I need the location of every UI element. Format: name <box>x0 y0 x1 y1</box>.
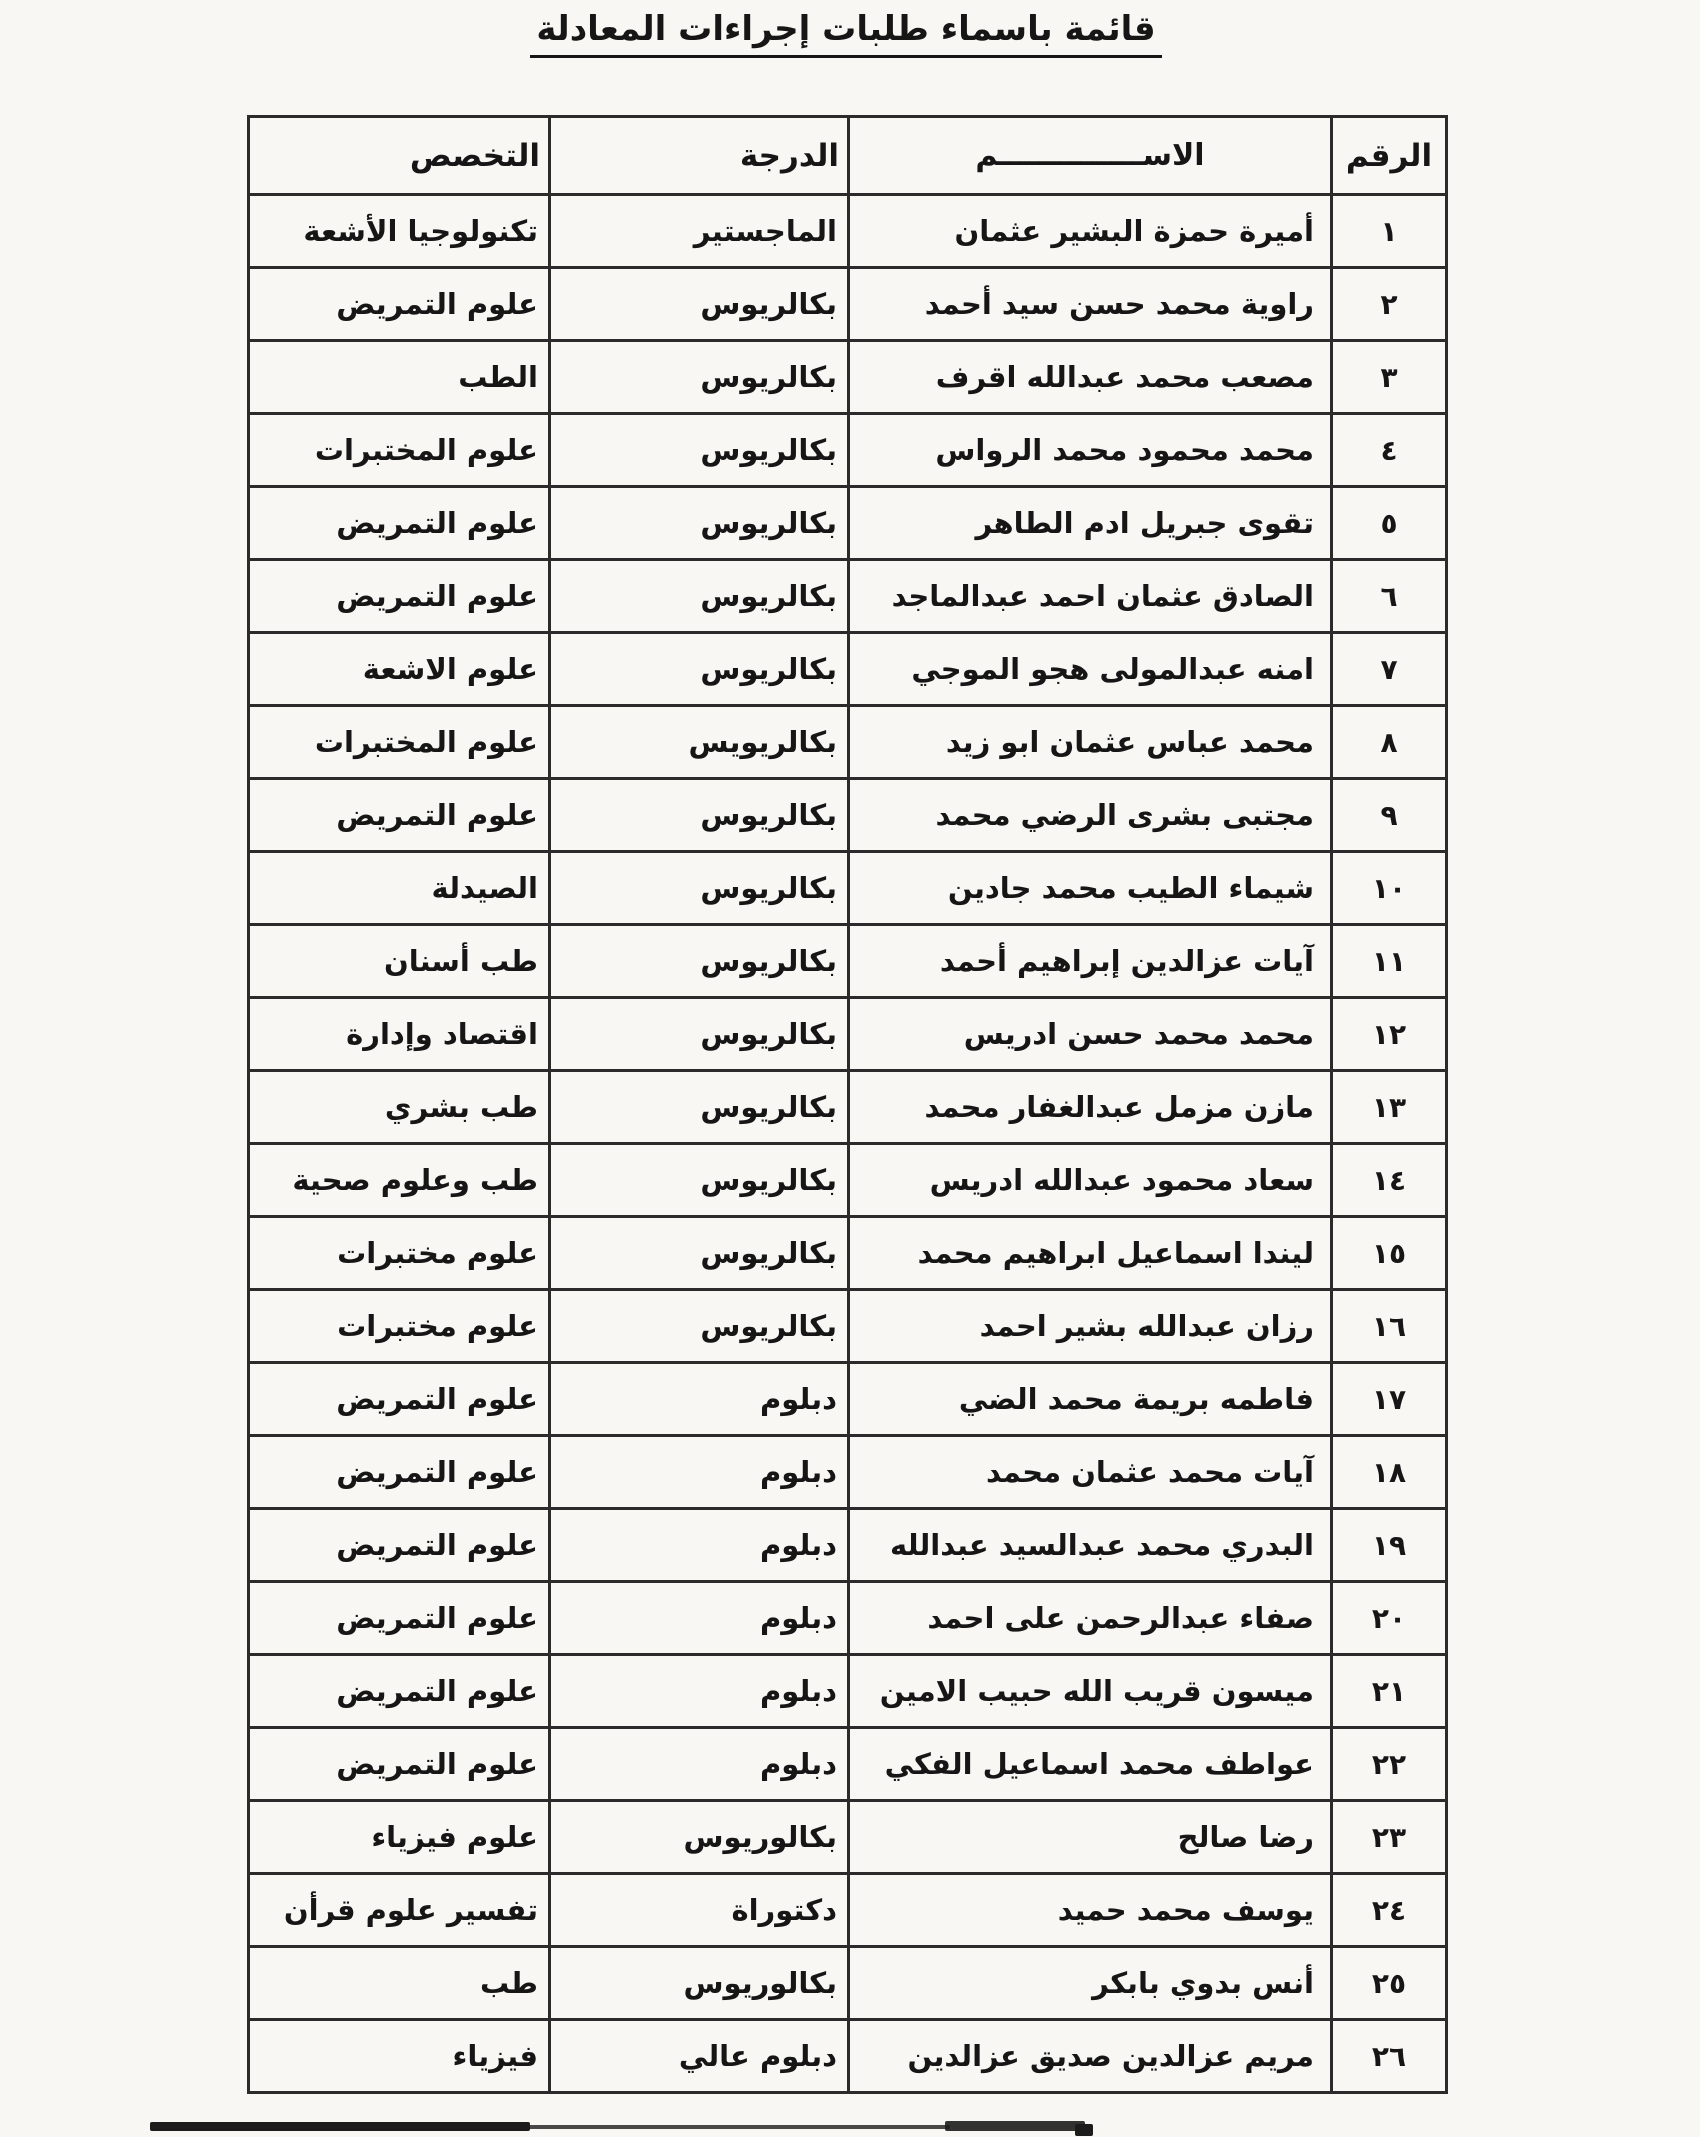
cell-number: ١٠ <box>1332 852 1447 925</box>
cell-degree: بكالريوس <box>550 1071 849 1144</box>
cell-degree: دبلوم <box>550 1582 849 1655</box>
scan-artifact <box>945 2121 1085 2131</box>
cell-name: عواطف محمد اسماعيل الفكي <box>849 1728 1332 1801</box>
table-row <box>249 268 1447 341</box>
cell-number: ٢٢ <box>1332 1728 1447 1801</box>
cell-specialization: علوم التمريض <box>249 1509 550 1582</box>
table-row <box>249 1582 1447 1655</box>
cell-degree: دبلوم عالي <box>550 2020 849 2093</box>
cell-number: ٤ <box>1332 414 1447 487</box>
cell-degree: بكالريوس <box>550 487 849 560</box>
cell-number: ١٧ <box>1332 1363 1447 1436</box>
cell-degree: بكالريوس <box>550 414 849 487</box>
cell-name: مجتبى بشرى الرضي محمد <box>849 779 1332 852</box>
cell-specialization: الصيدلة <box>249 852 550 925</box>
cell-name: مازن مزمل عبدالغفار محمد <box>849 1071 1332 1144</box>
cell-degree: الماجستير <box>550 195 849 268</box>
table-row <box>249 341 1447 414</box>
cell-specialization: علوم فيزياء <box>249 1801 550 1874</box>
cell-name: مريم عزالدين صديق عزالدين <box>849 2020 1332 2093</box>
cell-specialization: اقتصاد وإدارة <box>249 998 550 1071</box>
cell-number: ٢٦ <box>1332 2020 1447 2093</box>
cell-name: ميسون قريب الله حبيب الامين <box>849 1655 1332 1728</box>
cell-degree: بكالريوس <box>550 268 849 341</box>
page-title: قائمة باسماء طلبات إجراءات المعادلة <box>530 8 1161 58</box>
cell-name: امنه عبدالمولى هجو الموجي <box>849 633 1332 706</box>
cell-number: ١٢ <box>1332 998 1447 1071</box>
cell-degree: بكالريوس <box>550 852 849 925</box>
table-row <box>249 560 1447 633</box>
cell-specialization: علوم التمريض <box>249 1436 550 1509</box>
cell-specialization: علوم المختبرات <box>249 414 550 487</box>
table-row <box>249 706 1447 779</box>
cell-name: البدري محمد عبدالسيد عبدالله <box>849 1509 1332 1582</box>
cell-name: الصادق عثمان احمد عبدالماجد <box>849 560 1332 633</box>
cell-degree: بكالريوس <box>550 998 849 1071</box>
cell-number: ١٣ <box>1332 1071 1447 1144</box>
table-row <box>249 852 1447 925</box>
cell-degree: بكالوريوس <box>550 1801 849 1874</box>
cell-specialization: طب <box>249 1947 550 2020</box>
table-row <box>249 1071 1447 1144</box>
table-row <box>249 414 1447 487</box>
cell-degree: بكالريوس <box>550 1290 849 1363</box>
cell-name: يوسف محمد حميد <box>849 1874 1332 1947</box>
cell-specialization: علوم التمريض <box>249 1363 550 1436</box>
table-row <box>249 195 1447 268</box>
cell-name: آيات محمد عثمان محمد <box>849 1436 1332 1509</box>
header-degree: الدرجة <box>550 117 849 195</box>
title-container <box>247 8 1445 58</box>
cell-degree: بكالريويس <box>550 706 849 779</box>
cell-specialization: علوم التمريض <box>249 1655 550 1728</box>
cell-name: راوية محمد حسن سيد أحمد <box>849 268 1332 341</box>
cell-degree: دبلوم <box>550 1509 849 1582</box>
cell-degree: بكالوريوس <box>550 1947 849 2020</box>
cell-degree: بكالريوس <box>550 633 849 706</box>
cell-number: ١٤ <box>1332 1144 1447 1217</box>
cell-number: ١٦ <box>1332 1290 1447 1363</box>
cell-degree: بكالريوس <box>550 1144 849 1217</box>
table-row <box>249 1655 1447 1728</box>
table-row <box>249 1217 1447 1290</box>
cell-name: فاطمه بريمة محمد الضي <box>849 1363 1332 1436</box>
table-row <box>249 1801 1447 1874</box>
equivalency-requests-table <box>247 115 1448 2094</box>
cell-specialization: علوم التمريض <box>249 779 550 852</box>
cell-specialization: علوم مختبرات <box>249 1290 550 1363</box>
cell-specialization: الطب <box>249 341 550 414</box>
cell-name: محمد محمد حسن ادريس <box>849 998 1332 1071</box>
cell-degree: دبلوم <box>550 1655 849 1728</box>
cell-name: ليندا اسماعيل ابراهيم محمد <box>849 1217 1332 1290</box>
cell-number: ١٩ <box>1332 1509 1447 1582</box>
scan-artifact <box>150 2122 530 2131</box>
cell-number: ١١ <box>1332 925 1447 998</box>
header-name: الاســــــــــــــم <box>849 117 1332 195</box>
cell-number: ١ <box>1332 195 1447 268</box>
header-number: الرقم <box>1332 117 1447 195</box>
table-row <box>249 1436 1447 1509</box>
cell-specialization: طب أسنان <box>249 925 550 998</box>
scan-artifact <box>1075 2124 1093 2136</box>
scan-artifact <box>520 2125 950 2129</box>
cell-specialization: علوم التمريض <box>249 268 550 341</box>
table-row <box>249 1874 1447 1947</box>
cell-number: ٦ <box>1332 560 1447 633</box>
cell-number: ١٥ <box>1332 1217 1447 1290</box>
cell-number: ٢١ <box>1332 1655 1447 1728</box>
cell-number: ٨ <box>1332 706 1447 779</box>
cell-number: ٥ <box>1332 487 1447 560</box>
cell-number: ٢٥ <box>1332 1947 1447 2020</box>
cell-specialization: فيزياء <box>249 2020 550 2093</box>
table-row <box>249 779 1447 852</box>
cell-name: شيماء الطيب محمد جادين <box>849 852 1332 925</box>
cell-specialization: طب بشري <box>249 1071 550 1144</box>
cell-specialization: علوم المختبرات <box>249 706 550 779</box>
cell-name: محمد محمود محمد الرواس <box>849 414 1332 487</box>
cell-specialization: طب وعلوم صحية <box>249 1144 550 1217</box>
table-row <box>249 487 1447 560</box>
table-row <box>249 1947 1447 2020</box>
cell-number: ٢٣ <box>1332 1801 1447 1874</box>
cell-name: أميرة حمزة البشير عثمان <box>849 195 1332 268</box>
table-row <box>249 1290 1447 1363</box>
cell-name: تقوى جبريل ادم الطاهر <box>849 487 1332 560</box>
cell-number: ٢٤ <box>1332 1874 1447 1947</box>
table-row <box>249 1509 1447 1582</box>
table-row <box>249 998 1447 1071</box>
cell-name: مصعب محمد عبدالله اقرف <box>849 341 1332 414</box>
cell-degree: دبلوم <box>550 1728 849 1801</box>
cell-number: ٧ <box>1332 633 1447 706</box>
cell-specialization: علوم التمريض <box>249 487 550 560</box>
cell-degree: بكالريوس <box>550 1217 849 1290</box>
cell-number: ٢ <box>1332 268 1447 341</box>
cell-name: آيات عزالدين إبراهيم أحمد <box>849 925 1332 998</box>
cell-specialization: علوم مختبرات <box>249 1217 550 1290</box>
cell-name: أنس بدوي بابكر <box>849 1947 1332 2020</box>
cell-specialization: علوم التمريض <box>249 1728 550 1801</box>
cell-name: محمد عباس عثمان ابو زيد <box>849 706 1332 779</box>
cell-name: رزان عبدالله بشير احمد <box>849 1290 1332 1363</box>
table-row <box>249 2020 1447 2093</box>
cell-specialization: تفسير علوم قرأن <box>249 1874 550 1947</box>
cell-degree: دكتوراة <box>550 1874 849 1947</box>
cell-number: ٣ <box>1332 341 1447 414</box>
cell-specialization: تكنولوجيا الأشعة <box>249 195 550 268</box>
cell-degree: دبلوم <box>550 1363 849 1436</box>
table-row <box>249 633 1447 706</box>
cell-number: ١٨ <box>1332 1436 1447 1509</box>
table-row <box>249 925 1447 998</box>
cell-degree: بكالريوس <box>550 560 849 633</box>
cell-degree: دبلوم <box>550 1436 849 1509</box>
cell-degree: بكالريوس <box>550 925 849 998</box>
cell-number: ٩ <box>1332 779 1447 852</box>
cell-degree: بكالريوس <box>550 779 849 852</box>
cell-specialization: علوم التمريض <box>249 1582 550 1655</box>
cell-number: ٢٠ <box>1332 1582 1447 1655</box>
table-row <box>249 1363 1447 1436</box>
cell-specialization: علوم التمريض <box>249 560 550 633</box>
table-row <box>249 1728 1447 1801</box>
header-specialization: التخصص <box>249 117 550 195</box>
cell-specialization: علوم الاشعة <box>249 633 550 706</box>
cell-name: صفاء عبدالرحمن على احمد <box>849 1582 1332 1655</box>
cell-degree: بكالريوس <box>550 341 849 414</box>
cell-name: رضا صالح <box>849 1801 1332 1874</box>
cell-name: سعاد محمود عبدالله ادريس <box>849 1144 1332 1217</box>
table-header-row <box>249 117 1447 195</box>
table-row <box>249 1144 1447 1217</box>
